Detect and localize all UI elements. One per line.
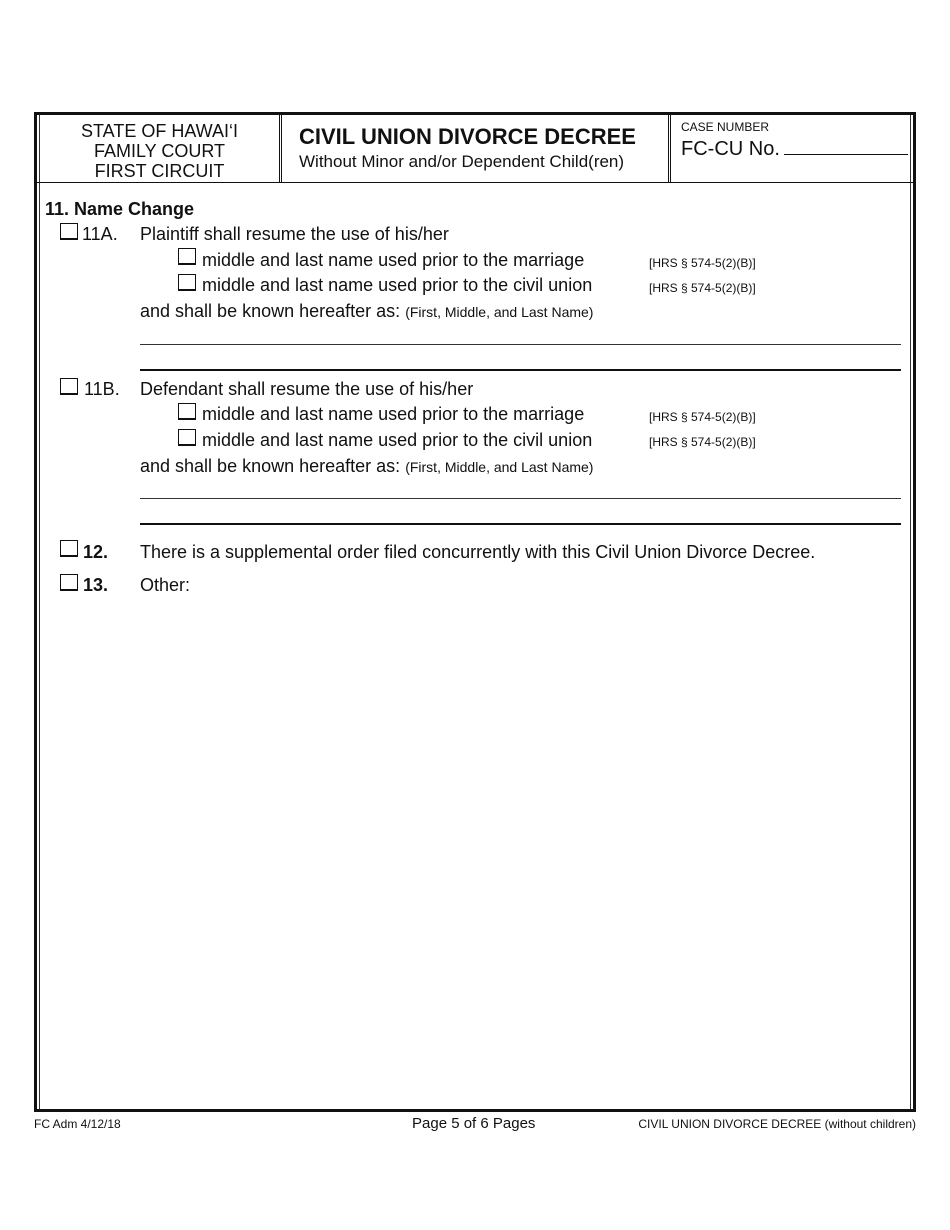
court-block [37, 115, 282, 182]
item-11a-citation-2: [HRS § 574-5(2)(B)] [649, 281, 756, 295]
item-11a-known-hint: (First, Middle, and Last Name) [405, 304, 594, 320]
item-13-label: Other: [140, 575, 191, 595]
form-header [37, 115, 913, 183]
item-11b-citation-1: [HRS § 574-5(2)(B)] [649, 410, 756, 424]
checkbox-11b-marriage[interactable] [178, 403, 196, 420]
case-number-field[interactable] [784, 138, 908, 155]
item-11a-option-civil-union: middle and last name used prior to the civil union [202, 275, 593, 295]
item-11a-known-as [140, 301, 593, 322]
page-number: Page 5 of 6 Pages [412, 1115, 536, 1132]
item-11b-option-civil-union: middle and last name used prior to the civil union [202, 430, 593, 450]
document-subtitle: Without Minor and/or Dependent Child(ren) [299, 152, 625, 171]
item-11b-number: 11B. [84, 379, 120, 399]
checkbox-11b[interactable] [60, 378, 78, 395]
case-prefix: FC-CU No. [681, 138, 780, 160]
item-11a-known-label: and shall be known hereafter as: [140, 301, 401, 321]
defendant-name-line-1[interactable] [140, 498, 901, 499]
footer-doc-title: CIVIL UNION DIVORCE DECREE (without children) [638, 1117, 916, 1131]
item-11a-citation-1: [HRS § 574-5(2)(B)] [649, 256, 756, 270]
checkbox-12[interactable] [60, 540, 78, 557]
checkbox-11b-civil-union[interactable] [178, 429, 196, 446]
plaintiff-name-line-1[interactable] [140, 344, 901, 345]
other-text-area[interactable] [140, 600, 900, 1100]
checkbox-13[interactable] [60, 574, 78, 591]
checkbox-11a[interactable] [60, 223, 78, 240]
item-12-text: There is a supplemental order filed concurrently with this Civil Union Divorce Decree. [140, 542, 816, 562]
item-11a-option-marriage: middle and last name used prior to the marriage [202, 250, 585, 270]
case-number-block [672, 115, 912, 182]
plaintiff-name-line-2[interactable] [140, 369, 901, 371]
title-block [283, 115, 671, 182]
item-13-number: 13. [83, 575, 109, 595]
item-11b-known-as [140, 456, 593, 477]
section-11-heading: 11. Name Change [45, 199, 195, 219]
court-circuit: FIRST CIRCUIT [94, 161, 225, 181]
form-id: FC Adm 4/12/18 [34, 1117, 121, 1131]
item-11b-text: Defendant shall resume the use of his/her [140, 379, 474, 399]
item-12-number: 12. [83, 542, 109, 562]
item-11b-known-hint: (First, Middle, and Last Name) [405, 459, 594, 475]
item-11b-known-label: and shall be known hereafter as: [140, 456, 401, 476]
item-11b-option-marriage: middle and last name used prior to the marriage [202, 404, 585, 424]
defendant-name-line-2[interactable] [140, 523, 901, 525]
case-number-label: CASE NUMBER [681, 120, 770, 134]
item-11a-number: 11A. [82, 224, 118, 244]
item-11b-citation-2: [HRS § 574-5(2)(B)] [649, 435, 756, 449]
court-name: FAMILY COURT [93, 141, 226, 161]
court-state: STATE OF HAWAI‘I [81, 121, 238, 141]
item-11a-text: Plaintiff shall resume the use of his/her [140, 224, 449, 244]
checkbox-11a-civil-union[interactable] [178, 274, 196, 291]
document-title: CIVIL UNION DIVORCE DECREE [299, 124, 636, 149]
checkbox-11a-marriage[interactable] [178, 248, 196, 265]
